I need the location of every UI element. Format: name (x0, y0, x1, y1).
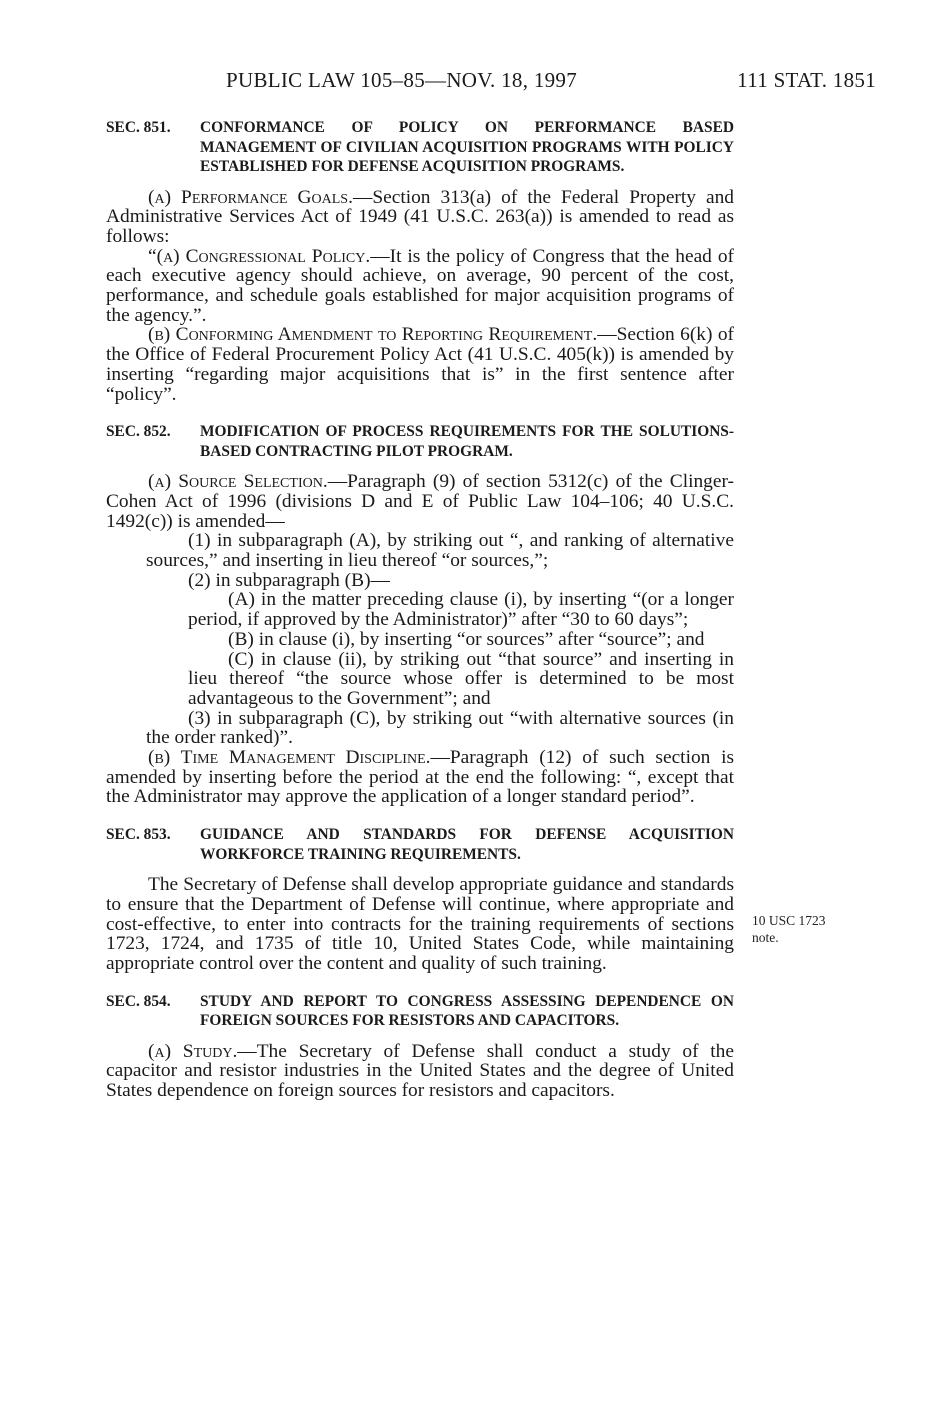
header-law-title: PUBLIC LAW 105–85—NOV. 18, 1997 (226, 68, 578, 92)
subsection-heading: (a) Study. (148, 1040, 238, 1062)
section-851-heading (106, 118, 734, 177)
section-853-heading (106, 825, 734, 864)
page-body (106, 118, 734, 1101)
subclause-paragraph: (B) in clause (i), by inserting “or sources” after “source”; and (228, 628, 705, 650)
paragraph-text: —It is the policy of Congress that the head of each executive agency should achieve, on average, 90 percent of the cost, performance, and schedule goals established for major acquisition programs of the agency.”. (106, 245, 734, 326)
paragraph (106, 1042, 734, 1101)
header-stat-page: 111 STAT. 1851 (737, 68, 876, 92)
section-852-heading (106, 422, 734, 461)
subsection-heading: (b) Time Management Discipline. (148, 747, 431, 769)
subclause-paragraph: (C) in clause (ii), by striking out “that source” and inserting in lieu thereof “the source whose offer is determined to be most advantageous to the Government”; and (188, 648, 734, 709)
paragraph (106, 748, 734, 807)
quoted-paragraph (106, 247, 734, 326)
margin-note-line: 10 USC 1723 (752, 913, 826, 928)
paragraph-text: —Paragraph (12) of such section is amended by inserting before the period at the end the following: “, except that the Administrator may approve the application of a longer standard period”. (106, 747, 735, 808)
paragraph: The Secretary of Defense shall develop appropriate guidance and standards to ensure that the Department of Defense will continue, where appropriate and cost-effective, to enter into contracts for the training requirements of sections 1723, 1724, and 1735 of title 10, United States Code, while maintaining appropriate control over the content and quality of such training. (106, 874, 734, 974)
paragraph (106, 325, 734, 404)
subclause-paragraph: (A) in the matter preceding clause (i), by inserting “(or a longer period, if approved by the Administrator)” after “30 to 60 days”; (188, 589, 734, 631)
paragraph-text: —Section 6(k) of the Office of Federal Procurement Policy Act (41 U.S.C. 405(k)) is amended by inserting “regarding major acquisitions that is” in the first sentence after “policy”. (106, 324, 734, 405)
section-title: GUIDANCE AND STANDARDS FOR DEFENSE ACQUISITION WORKFORCE TRAINING REQUIREMENTS. (200, 826, 734, 863)
paragraph-text: —Section 313(a) of the Federal Property and Administrative Services Act of 1949 (41 U.S.C. 263(a)) is amended to read as follows: (106, 186, 734, 247)
paragraph (106, 472, 734, 531)
paragraph (106, 188, 734, 247)
section-title: MODIFICATION OF PROCESS REQUIREMENTS FOR THE SOLUTIONS-BASED CONTRACTING PILOT PROGRAM. (200, 423, 734, 460)
clause-paragraph: (1) in subparagraph (A), by striking out “, and ranking of alternative sources,” and inserting in lieu thereof “or sources,”; (146, 530, 734, 572)
section-number: SEC. 853. (106, 826, 171, 844)
paragraph-text: —Paragraph (9) of section 5312(c) of the Clinger-Cohen Act of 1996 (divisions D and E of Public Law 104–106; 40 U.S.C. 1492(c)) is amended— (106, 471, 734, 532)
section-title: STUDY AND REPORT TO CONGRESS ASSESSING DEPENDENCE ON FOREIGN SOURCES FOR RESISTORS AND CAPACITORS. (200, 992, 734, 1030)
subsection-heading: (b) Conforming Amendment to Reporting Requirement. (148, 324, 598, 346)
clause-paragraph: (3) in subparagraph (C), by striking out “with alternative sources (in the order ranked)”. (146, 707, 734, 749)
section-854-heading (106, 992, 734, 1031)
section-number: SEC. 851. (106, 119, 171, 136)
subsection-heading: (a) Performance Goals. (148, 186, 353, 208)
section-title: CONFORMANCE OF POLICY ON PERFORMANCE BASED MANAGEMENT OF CIVILIAN ACQUISITION PROGRAMS WITH POLICY ESTABLISHED FOR DEFENSE ACQUISITION PROGRAMS. (200, 119, 734, 175)
subsection-heading: (a) Source Selection. (148, 471, 328, 493)
margin-citation-note (752, 912, 826, 946)
subsection-heading: “(a) Congressional Policy. (148, 245, 371, 267)
section-number: SEC. 852. (106, 423, 171, 441)
clause-paragraph: (2) in subparagraph (B)— (188, 569, 390, 591)
section-number: SEC. 854. (106, 992, 171, 1010)
margin-note-line: note. (752, 930, 779, 945)
paragraph-text: —The Secretary of Defense shall conduct a study of the capacitor and resistor industries in the United States and the degree of United States dependence on foreign sources for resistors and capacitors. (106, 1040, 734, 1102)
